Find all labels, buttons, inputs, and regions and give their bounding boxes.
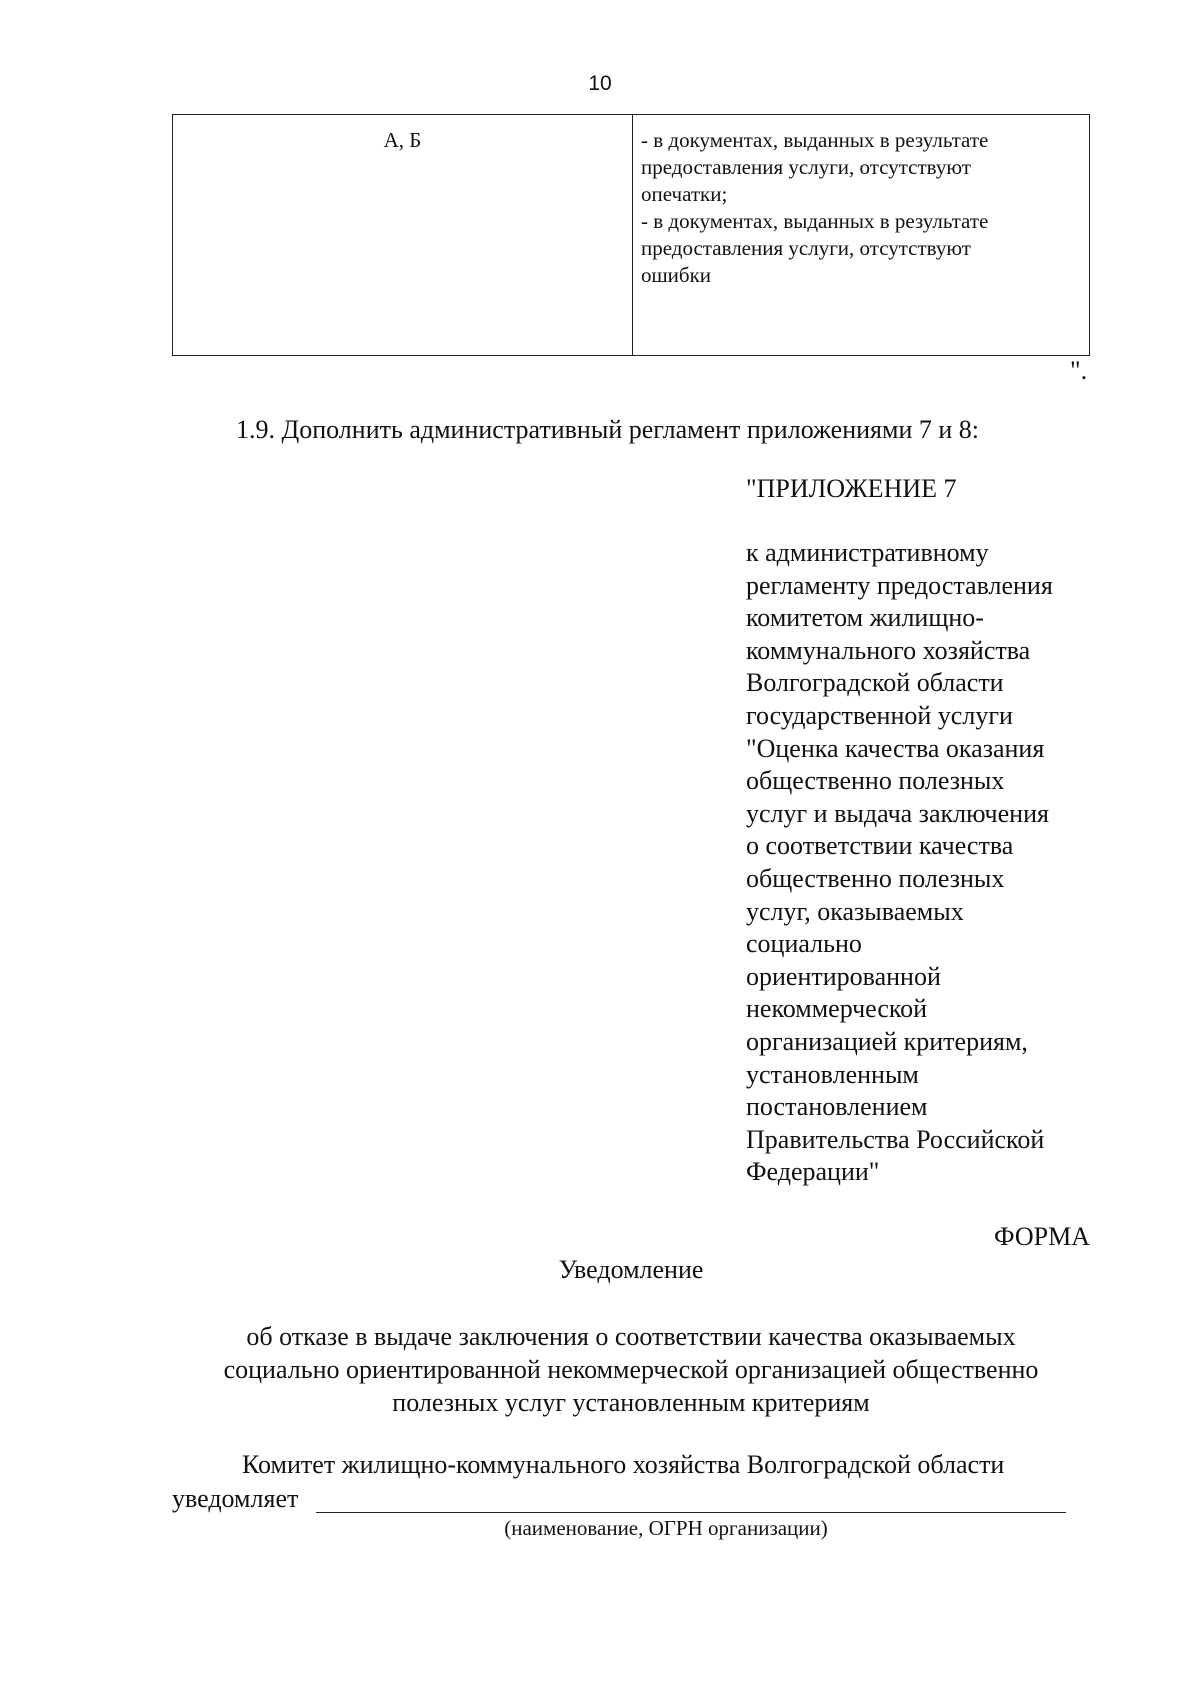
appendix-line: комитетом жилищно- xyxy=(746,603,984,633)
closing-quote: ". xyxy=(1070,356,1088,385)
appendix-line: о соответствии качества xyxy=(746,831,1014,861)
appendix-line: установленным xyxy=(746,1059,919,1089)
appendix-line: организацией критериям, xyxy=(746,1026,1028,1056)
appendix-line: государственной услуги xyxy=(746,700,1013,730)
notice-subject-line: социально ориентированной некоммерческой организацией общественно xyxy=(223,1355,1039,1384)
appendix-line: постановлением xyxy=(746,1092,928,1122)
appendix-line: ориентированной xyxy=(746,961,941,991)
appendix-caption xyxy=(746,537,1106,1189)
table-cell-results xyxy=(633,115,1090,356)
appendix-title: "ПРИЛОЖЕНИЕ 7 xyxy=(746,474,957,503)
cell-line: предоставления услуги, отсутствуют xyxy=(641,155,971,179)
cell-line: ошибки xyxy=(641,263,712,287)
criteria-table xyxy=(172,114,1090,356)
appendix-line: Правительства Российской xyxy=(746,1124,1045,1154)
appendix-line: Волгоградской области xyxy=(746,668,1004,698)
notice-subject-line: об отказе в выдаче заключения о соответствии качества оказываемых xyxy=(246,1322,1016,1351)
notice-subject xyxy=(172,1320,1090,1419)
cell-line: предоставления услуги, отсутствуют xyxy=(641,236,971,260)
notifies-label: уведомляет xyxy=(172,1484,299,1513)
amendment-paragraph: 1.9. Дополнить административный регламент приложениями 7 и 8: xyxy=(236,415,980,444)
table-cell-variants: А, Б xyxy=(173,115,633,356)
cell-line: - в документах, выданных в результате xyxy=(641,128,989,152)
appendix-line: некоммерческой xyxy=(746,994,928,1024)
table-row xyxy=(173,115,1090,356)
form-label: ФОРМА xyxy=(994,1222,1090,1251)
appendix-line: общественно полезных xyxy=(746,863,1005,893)
appendix-line: социально xyxy=(746,929,862,959)
cell-line: опечатки; xyxy=(641,182,728,206)
appendix-line: регламенту предоставления xyxy=(746,570,1053,600)
appendix-line: общественно полезных xyxy=(746,766,1005,796)
page-number: 10 xyxy=(588,72,612,95)
appendix-line: коммунального хозяйства xyxy=(746,635,1031,665)
notice-title: Уведомление xyxy=(558,1255,704,1284)
appendix-line: услуг и выдача заключения xyxy=(746,798,1049,828)
committee-line: Комитет жилищно-коммунального хозяйства Волгоградской области xyxy=(242,1450,1005,1479)
notice-subject-line: полезных услуг установленным критериям xyxy=(392,1388,870,1417)
appendix-line: к административному xyxy=(746,538,989,567)
cell-line: - в документах, выданных в результате xyxy=(641,209,989,233)
appendix-line: Федерации" xyxy=(746,1157,880,1187)
appendix-line: услуг, оказываемых xyxy=(746,896,964,926)
field-hint: (наименование, ОГРН организации) xyxy=(504,1516,828,1540)
appendix-line: "Оценка качества оказания xyxy=(746,733,1045,763)
organization-name-field[interactable] xyxy=(316,1512,1066,1513)
